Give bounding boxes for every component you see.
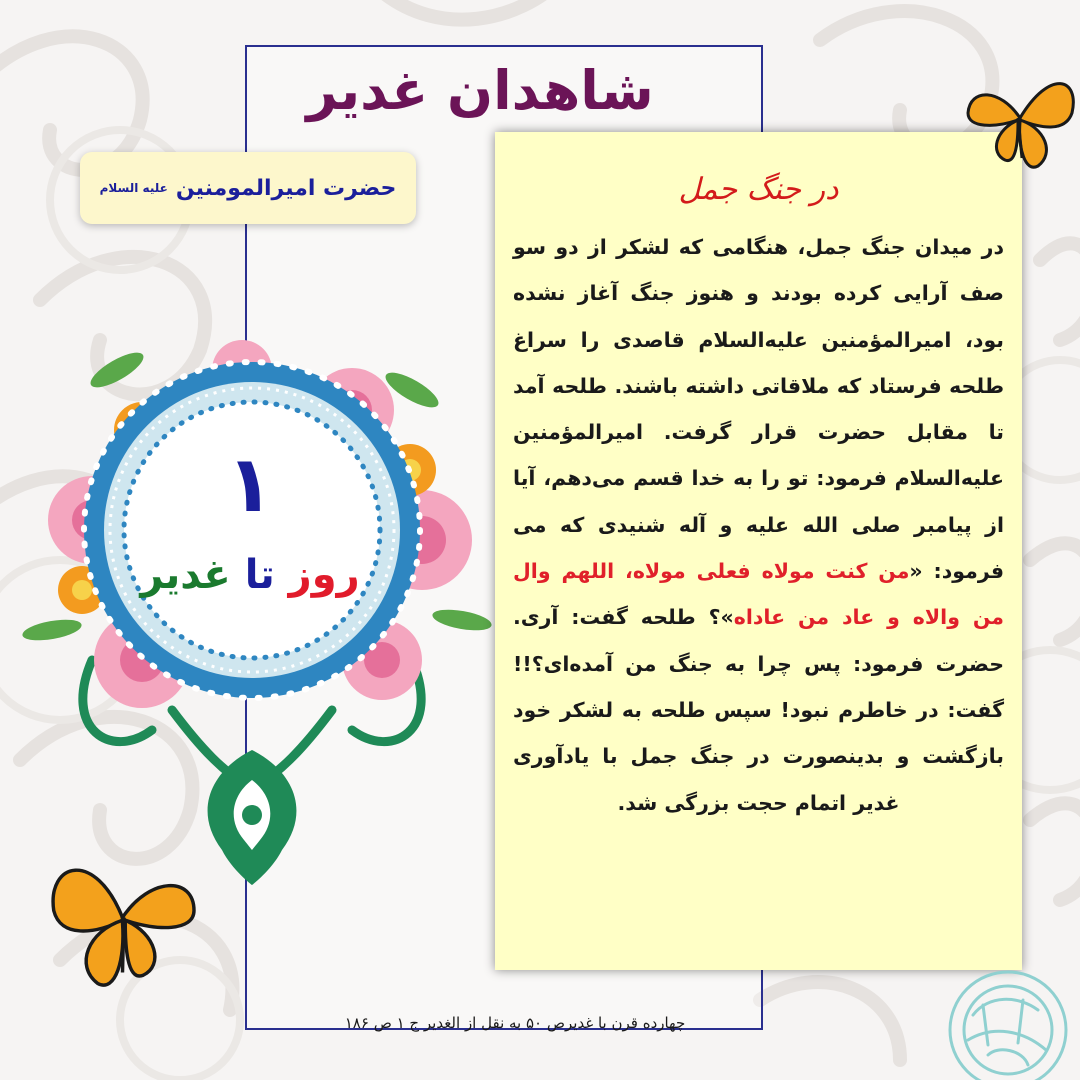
floral-wreath (22, 330, 492, 890)
butterfly-icon (35, 835, 210, 1000)
story-text-part-1: در میدان جنگ جمل، هنگامی که لشکر از دو سو صف آرایی کرده بودند و هنوز جنگ آغاز نشده بود، امیرالمؤمنین علیه‌السلام قاصدی را سراغ طلحه فرستاد که ملاقاتی داشته باشند. طلحه آمد تا مقابل حضرت قرار گرفت. امیرالمؤمنین علیه‌السلام فرمود: تو را به خدا قسم می‌دهم، آیا از پیامبر صلی الله علیه و آله شنیدی که می فرمود: « (513, 235, 1004, 584)
person-honorific: علیه السلام (99, 181, 168, 195)
butterfly-icon (960, 58, 1080, 178)
calligraphy-seal (928, 955, 1078, 1080)
days-label-word-3: غدیر (140, 552, 231, 598)
days-label (140, 545, 360, 605)
story-heading: در جنگ جمل (678, 172, 839, 207)
story-card (495, 132, 1022, 970)
source-citation: چهارده قرن با غدیرص ۵۰ به نقل از الغدیر ج ۱ ص ۱۸۶ (344, 1014, 686, 1032)
hadith-quote: من کنت مولاه فعلی مولاه، اللهم وال من والاه و عاد من عاداه (513, 559, 1004, 630)
days-label-word-2: تا (244, 552, 275, 598)
page-title: شاهدان غدیر (306, 59, 654, 122)
person-name: حضرت امیرالمومنین (175, 175, 397, 201)
days-count: ۱ (226, 440, 274, 530)
story-text (513, 224, 1004, 826)
person-badge (80, 152, 416, 224)
days-label-word-1: روز (288, 552, 360, 598)
story-text-part-2: »؟ طلحه گفت: آری. حضرت فرمود: پس چرا به جنگ من آمده‌ای؟!! گفت: در خاطرم نبود! سپس طلحه به لشکر خود بازگشت و بدینصورت در جنگ جمل با یادآوری غدیر اتمام حجت بزرگی شد. (513, 605, 1004, 815)
